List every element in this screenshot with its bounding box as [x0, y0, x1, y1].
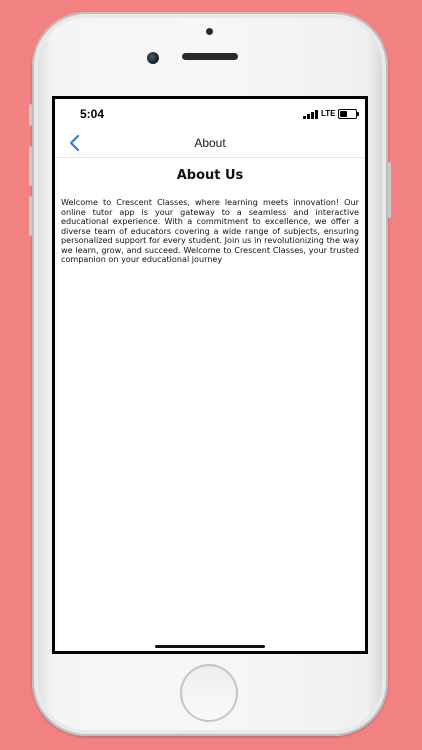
volume-down-button: [29, 196, 32, 236]
sensor-dot: [206, 28, 213, 35]
volume-up-button: [29, 146, 32, 186]
navigation-bar: [55, 129, 365, 158]
home-indicator[interactable]: [155, 645, 265, 648]
power-button: [388, 162, 391, 218]
battery-level: [340, 111, 347, 117]
screen-bezel: [52, 96, 368, 654]
front-camera: [147, 52, 159, 64]
status-time: 5:04: [80, 107, 105, 121]
page-title: About: [194, 136, 226, 150]
home-button[interactable]: [180, 664, 238, 722]
content-area[interactable]: [55, 158, 365, 651]
screen: [55, 99, 365, 651]
battery-icon: [338, 109, 357, 119]
network-label: LTE: [321, 109, 336, 118]
silent-switch: [29, 104, 32, 126]
about-card: [59, 158, 361, 651]
status-bar: [55, 99, 365, 129]
earpiece-speaker: [182, 53, 238, 60]
signal-icon: [303, 110, 319, 119]
about-heading: About Us: [176, 168, 244, 183]
phone-frame: [32, 12, 388, 736]
about-body-text: Welcome to Crescent Classes, where learning meets innovation! Our online tutor app is your gateway to a seamless and interactive educational experience. With a commitment to excellence, we offer a diverse team of educators covering a wide range of subjects, ensuring personalized support for every student. Join us in revolutionizing the way we learn, grow, and succeed. Welcome to Crescent Classes, your trusted companion on your educational journey: [61, 197, 359, 265]
